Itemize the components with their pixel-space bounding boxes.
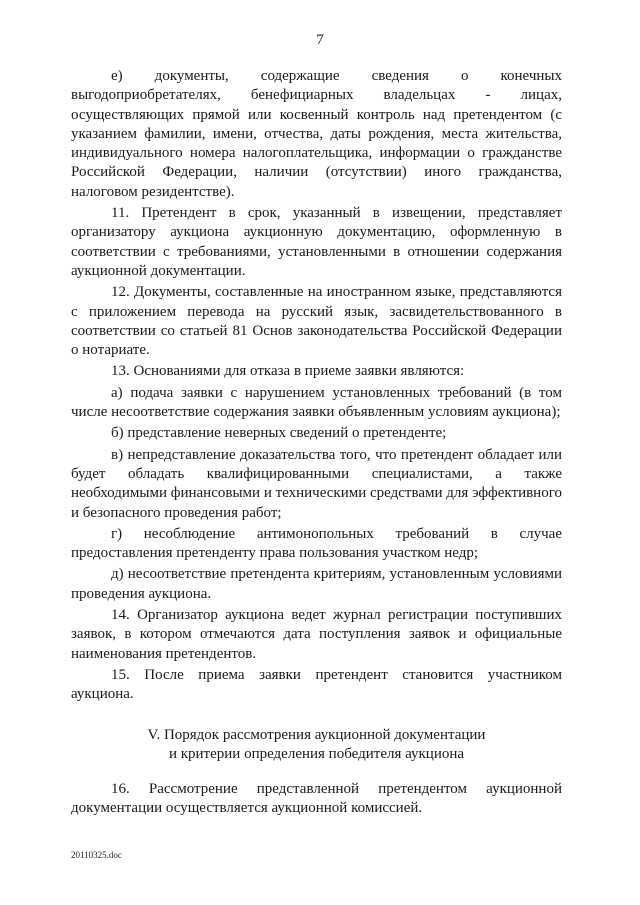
paragraph-item-a: а) подача заявки с нарушением установленных требований (в том числе несоответствие содержания заявки объявленным условиям аукциона); bbox=[71, 384, 562, 421]
paragraph-item-v: в) непредставление доказательства того, что претендент обладает или будет обладать квалифицированными специалистами, а также необходимыми финансовыми и техническими средствами для эффективного и безопасного проведения работ; bbox=[71, 446, 562, 521]
paragraph-13: 13. Основаниями для отказа в приеме заявки являются: bbox=[111, 363, 465, 380]
paragraph-item-b: б) представление неверных сведений о претенденте; bbox=[111, 425, 447, 442]
paragraph-item-d: д) несоответствие претендента критериям, установленным условиями проведения аукциона. bbox=[71, 566, 562, 602]
section-heading bbox=[71, 726, 562, 765]
paragraph-item-g: г) несоблюдение антимонопольных требований в случае предоставления претенденту права пользования участком недр; bbox=[71, 525, 562, 562]
section-heading-line-2: и критерии определения победителя аукциона bbox=[168, 746, 465, 763]
paragraph-15: 15. После приема заявки претендент становится участником аукциона. bbox=[71, 666, 562, 703]
paragraph-item-e: е) документы, содержащие сведения о конечных выгодоприобретателях, бенефициарных владельцах - лицах, осуществляющих прямой или косвенный контроль над претендентом (с указанием фамилии, имени, отчества, даты рождения, места жительства, индивидуального номера налогоплательщика, информации о гражданстве Российской Федерации, наличии (отсутствии) иного гражданства, налоговом резидентстве). bbox=[71, 68, 562, 200]
paragraph-14: 14. Организатор аукциона ведет журнал регистрации поступивших заявок, в котором отмечаются дата поступления заявок и официальные наименования претендентов. bbox=[71, 607, 562, 662]
paragraph-11: 11. Претендент в срок, указанный в извещении, представляет организатору аукциона аукционную документацию, оформленную в соответствии с требованиями, установленными в отношении содержания аукционной документации. bbox=[71, 205, 562, 279]
page-number: 7 bbox=[316, 32, 324, 48]
document-body bbox=[71, 67, 562, 705]
file-name-footer: 20110325.doc bbox=[71, 850, 122, 860]
paragraph-16: 16. Рассмотрение представленной претендентом аукционной документации осуществляется аукционной комиссией. bbox=[71, 781, 562, 817]
paragraph-12: 12. Документы, составленные на иностранном языке, представляются с приложением перевода на русский язык, засвидетельствованного в соответствии со статьей 81 Основ законодательства Российской Федерации о нотариате. bbox=[71, 284, 562, 359]
section-heading-line-1: V. Порядок рассмотрения аукционной документации bbox=[147, 727, 486, 743]
document-body-continued bbox=[71, 780, 562, 819]
